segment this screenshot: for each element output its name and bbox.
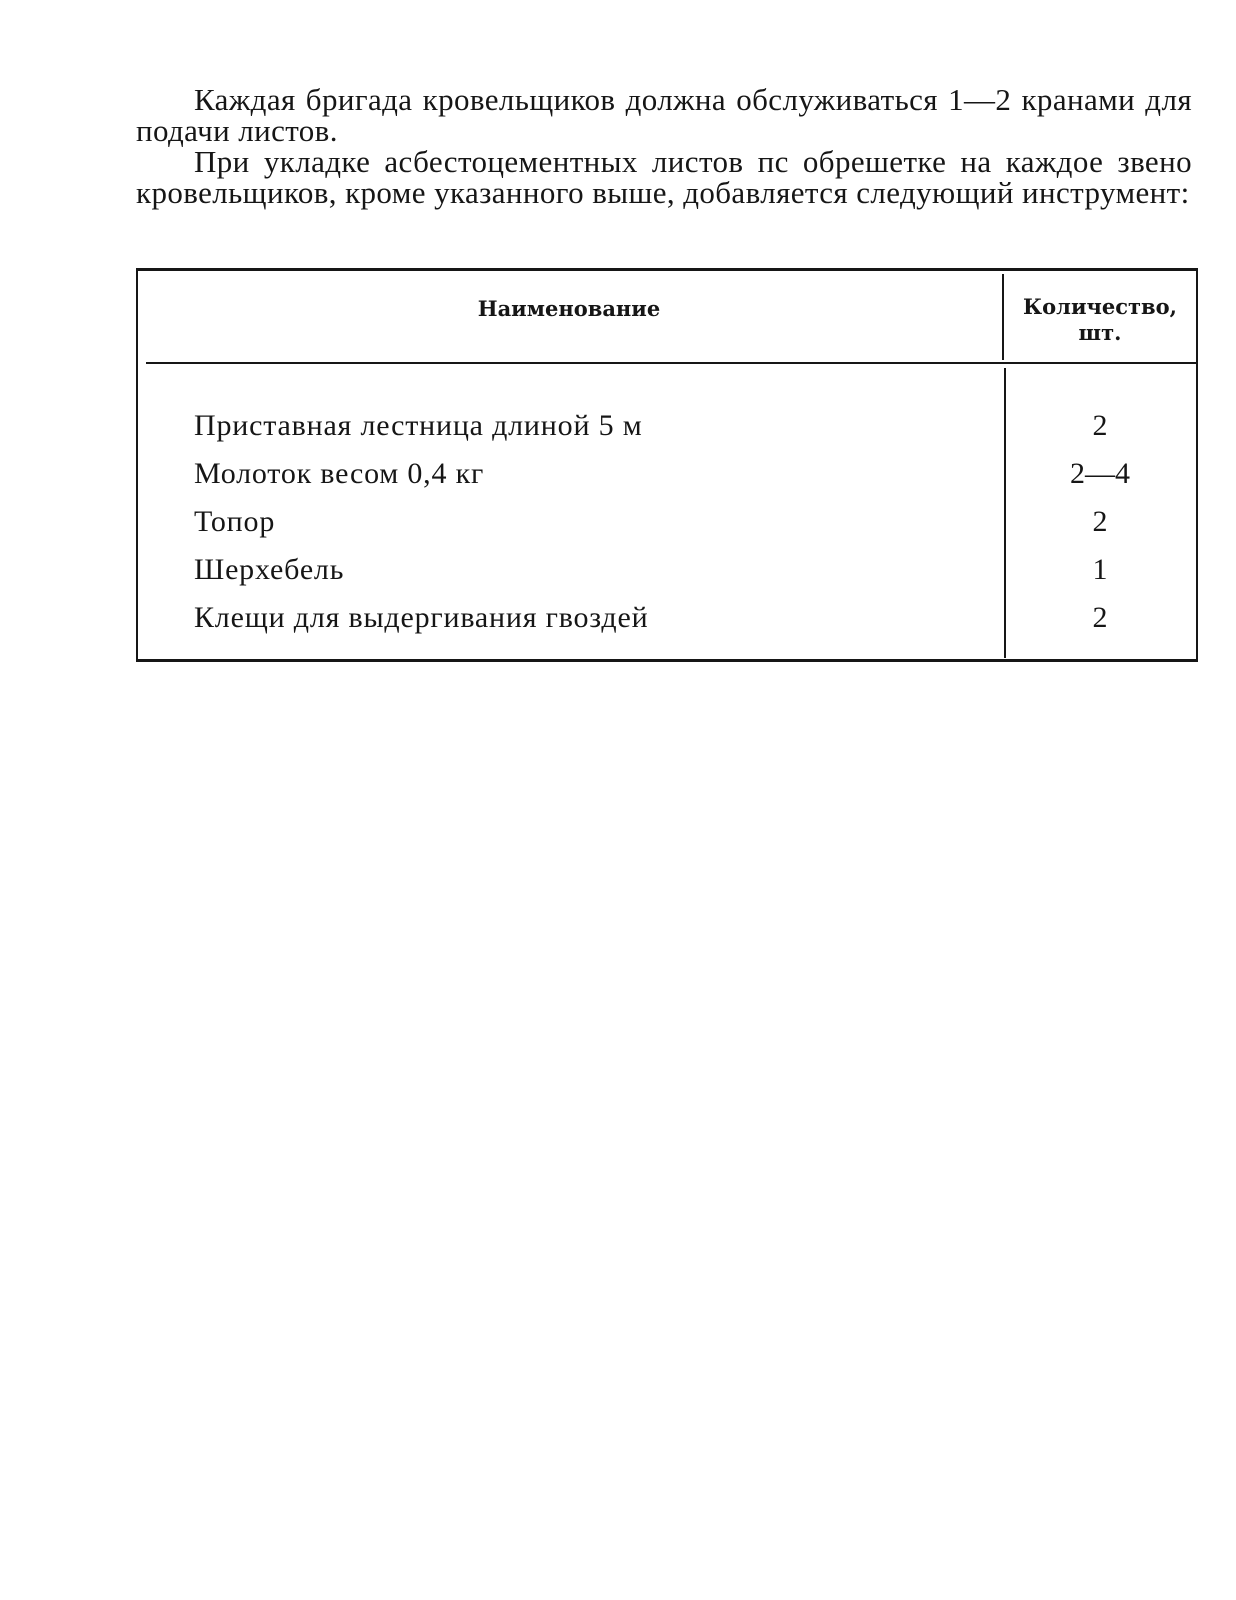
- header-quantity-unit: шт.: [1078, 320, 1122, 345]
- body-text: [136, 84, 1192, 208]
- header-name: Наименование: [477, 296, 661, 321]
- header-quantity-label: Количество,: [1023, 294, 1177, 319]
- row-name: Шерхебель: [194, 553, 345, 586]
- table-header-rule: [146, 362, 1196, 364]
- paragraph-cranes: Каждая бригада кровельщиков должна обслуживаться 1—2 кранами для подачи листов.: [136, 82, 1192, 148]
- table-body: [136, 408, 1198, 648]
- row-quantity: 1: [1092, 553, 1108, 586]
- row-quantity: 2: [1092, 505, 1108, 538]
- table-row: [136, 456, 1198, 504]
- table-row: [136, 504, 1198, 552]
- table-top-rule: [136, 268, 1198, 271]
- row-name: Клещи для выдергивания гвоздей: [194, 601, 649, 634]
- row-name: Топор: [194, 505, 276, 538]
- table-row: [136, 552, 1198, 600]
- table-row: [136, 600, 1198, 648]
- table-bottom-rule: [136, 659, 1198, 662]
- header-quantity: [1004, 294, 1196, 346]
- row-quantity: 2: [1092, 601, 1108, 634]
- tools-table: [136, 268, 1198, 664]
- row-name: Молоток весом 0,4 кг: [194, 457, 485, 490]
- row-quantity: 2: [1092, 409, 1108, 442]
- paragraph-tools-intro: При укладке асбестоцементных листов пс обрешетке на каждое звено кровельщиков, кроме указанного выше, добавляется следующий инструмент:: [136, 144, 1192, 210]
- row-name: Приставная лестница длиной 5 м: [194, 409, 643, 442]
- table-row: [136, 408, 1198, 456]
- row-quantity: 2—4: [1070, 457, 1130, 490]
